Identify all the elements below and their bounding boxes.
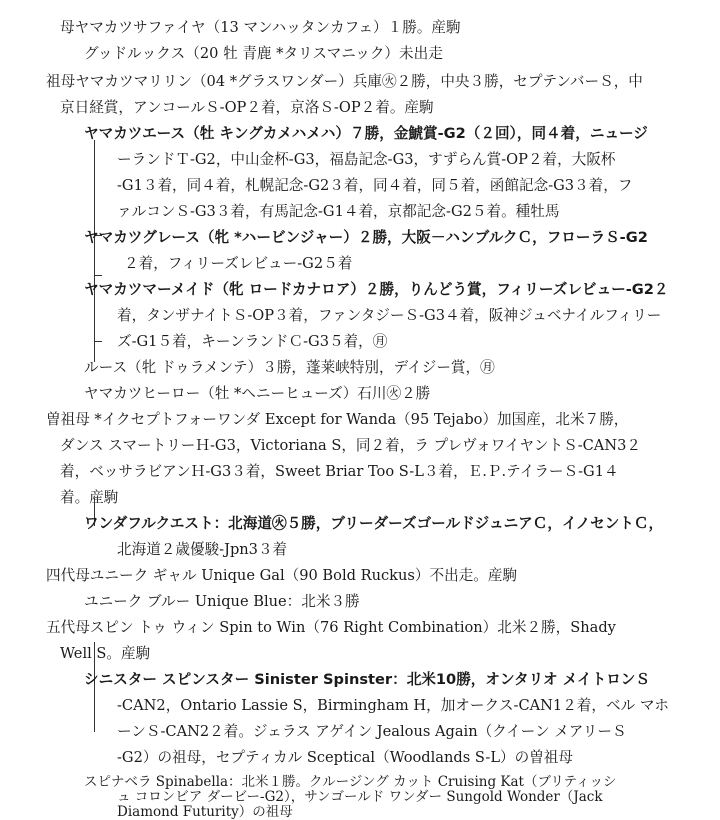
dam-offspring-entry: グッドルックス（20 牡 青鹿 *タリスマニック）未出走 — [84, 45, 443, 62]
offspring-wonderful-quest-cont: 北海道２歳優駿-Jpn3３着 — [117, 541, 288, 558]
great-granddam-entry-cont: 着。産駒 — [60, 489, 119, 506]
great-granddam-entry: 曽祖母 *イクセプトフォーワンダ Except for Wanda（95 Tejabo）加国産，北米７勝， — [46, 411, 629, 428]
fifth-dam-entry-cont: Well S。産駒 — [60, 645, 151, 662]
offspring-bracket-tick — [94, 341, 102, 342]
offspring-bracket-tick — [94, 275, 102, 276]
offspring-sinister-spinster: シニスター スピンスター Sinister Spinster：北米10勝，オンタリオ メイトロンＳ — [84, 671, 650, 688]
fourth-dam-entry: 四代母ユニーク ギャル Unique Gal（90 Bold Ruckus）不出走。産駒 — [46, 567, 518, 584]
offspring-yamakatsu-ace: ヤマカツエース（牡 キングカメハメハ）７勝，金鯱賞-G2（２回），同４着，ニュージ — [84, 125, 648, 142]
granddam-entry: 祖母ヤマカツマリリン（04 *グラスワンダー）兵庫㊋２勝，中央３勝，セプテンバーＳ，中 — [46, 73, 643, 90]
offspring-yamakatsu-grace: ヤマカツグレース（牝 *ハービンジャー）２勝，大阪－ハンブルクＣ，フローラＳ-G2 — [84, 229, 648, 246]
offspring-bracket-line — [94, 140, 95, 362]
granddam-entry-cont: 京日経賞，アンコールＳ-OP２着，京洛Ｓ-OP２着。産駒 — [60, 99, 434, 116]
offspring-yamakatsu-grace-cont: ２着，フィリーズレビュー-G2５着 — [124, 255, 353, 272]
offspring-yamakatsu-hero: ヤマカツヒーロー（牡 *ヘニーヒューズ）石川㊋２勝 — [84, 385, 431, 402]
offspring-yamakatsu-ace-cont: -G1３着，同４着，札幌記念-G2３着，同４着，同５着，函館記念-G3３着，フ — [117, 177, 633, 194]
offspring-yamakatsu-ace-cont: ァルコンＳ-G3３着，有馬記念-G1４着，京都記念-G2５着。種牡馬 — [117, 203, 560, 220]
dam-entry: 母ヤマカツサファイヤ（13 マンハッタンカフェ）１勝。産駒 — [60, 19, 461, 36]
offspring-spinabella: スピナベラ Spinabella：北米１勝。クルージング カット Cruising Kat（ブリティッシ — [84, 774, 617, 790]
offspring-yamakatsu-mermaid-cont: 着，タンザナイトＳ-OP３着，ファンタジーＳ-G3４着，阪神ジュベナイルフィリー — [117, 307, 662, 324]
offspring-yamakatsu-ace-cont: ーランドＴ-G2，中山金杯-G3，福島記念-G3，すずらん賞-OP２着，大阪杯 — [117, 151, 616, 168]
offspring-yamakatsu-mermaid: ヤマカツマーメイド（牝 ロードカナロア）２勝，りんどう賞，フィリーズレビュー-G2２ — [84, 281, 669, 298]
offspring-sinister-spinster-cont: -G2）の祖母，セプティカル Sceptical（Woodlands S-L）の曽祖母 — [117, 749, 573, 766]
offspring-sinister-spinster-cont: ーンＳ-CAN2２着。ジェラス アゲイン Jealous Again（クイーン メアリーＳ — [117, 723, 627, 740]
offspring-spinabella-cont: ュ コロンビア ダービー-G2），サンゴールド ワンダー Sungold Wonder（Jack — [117, 789, 603, 805]
great-granddam-entry-cont: 着，ベッサラビアンＨ-G3３着，Sweet Briar Too S-L３着，Ｅ.Ｐ.テイラーＳ-G1４ — [60, 463, 619, 480]
offspring-spinabella-cont: Diamond Futurity）の祖母 — [117, 804, 293, 820]
offspring-sinister-spinster-cont: -CAN2，Ontario Lassie S，Birmingham H，加オークス-CAN1２着，ベル マホ — [117, 697, 670, 714]
fifth-dam-entry: 五代母スピン トゥ ウィン Spin to Win（76 Right Combination）北米２勝，Shady — [46, 619, 616, 636]
offspring-ruth: ルース（牝 ドゥラメンテ）３勝，蓬莱峡特別，デイジー賞，㊊ — [84, 359, 495, 376]
great-granddam-entry-cont: ダンス スマートリーＨ-G3，Victoriana S，同２着，ラ プレヴォワイヤントＳ-CAN3２ — [60, 437, 641, 454]
offspring-yamakatsu-mermaid-cont: ズ-G1５着，キーンランドＣ-G3５着，㊊ — [117, 333, 388, 350]
offspring-wonderful-quest: ワンダフルクエスト：北海道㊋５勝，ブリーダーズゴールドジュニアＣ，イノセントＣ， — [84, 515, 664, 532]
fourth-dam-offspring-entry: ユニーク ブルー Unique Blue：北米３勝 — [84, 593, 360, 610]
